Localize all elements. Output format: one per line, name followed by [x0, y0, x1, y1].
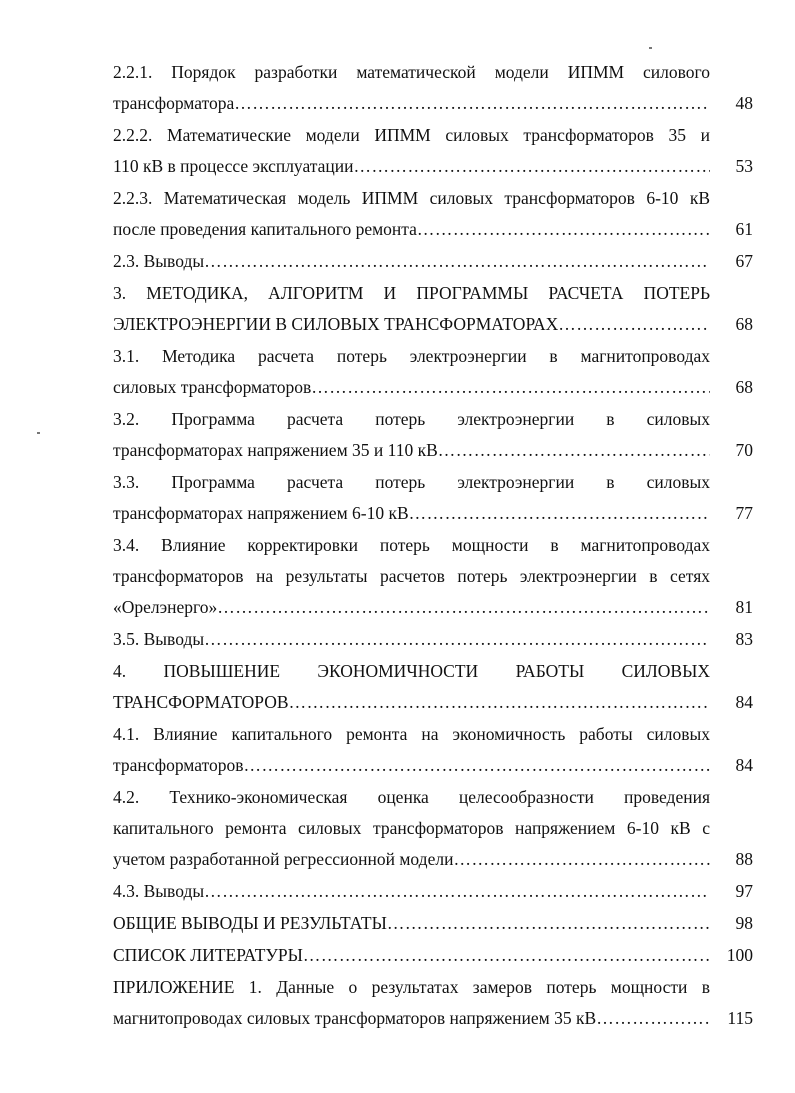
toc-page-number[interactable]: 61 [735, 219, 753, 239]
toc-line-text: капитального ремонта силовых трансформаторов напряжением 6-10 кВ с [113, 818, 710, 838]
toc-entry[interactable] [113, 908, 753, 939]
toc-line [113, 57, 753, 88]
toc-line [113, 530, 753, 561]
dot-leader [417, 214, 710, 245]
toc-line-text: 3.4. Влияние корректировки потерь мощности в магнитопроводах [113, 535, 710, 555]
dot-leader [387, 908, 710, 939]
toc-title-text: магнитопроводах силовых трансформаторов напряжением 35 кВ [113, 1008, 597, 1028]
toc-line-text [113, 88, 710, 119]
toc-line [113, 183, 753, 214]
toc-title-text: 2.3. Выводы [113, 251, 205, 271]
toc-title-text: трансформатора [113, 93, 235, 113]
toc-page-number[interactable]: 48 [735, 93, 753, 113]
toc-entry[interactable] [113, 183, 753, 245]
toc-line-text [113, 214, 710, 245]
dot-leader [596, 1003, 710, 1034]
toc-line-text: ПРИЛОЖЕНИЕ 1. Данные о результатах замеров потерь мощности в [113, 977, 710, 997]
toc-line [113, 876, 753, 907]
toc-title-text: ОБЩИЕ ВЫВОДЫ И РЕЗУЛЬТАТЫ [113, 913, 387, 933]
toc-line-text: 2.2.3. Математическая модель ИПММ силовых трансформаторов 6-10 кВ [113, 188, 710, 208]
scan-speck [649, 47, 652, 49]
toc-line [113, 435, 753, 466]
dot-leader [303, 940, 710, 971]
toc-line-text: трансформаторов на результаты расчетов потерь электроэнергии в сетях [113, 566, 710, 586]
toc-line [113, 592, 753, 623]
table-of-contents [113, 57, 753, 1035]
toc-line-text: 3.2. Программа расчета потерь электроэнергии в силовых [113, 409, 710, 429]
toc-title-text: трансформаторов [113, 755, 244, 775]
toc-page-number[interactable]: 53 [735, 156, 753, 176]
toc-entry[interactable] [113, 530, 753, 623]
toc-line-text [113, 687, 710, 718]
dot-leader [289, 687, 710, 718]
toc-title-text: СПИСОК ЛИТЕРАТУРЫ [113, 945, 303, 965]
toc-line [113, 309, 753, 340]
toc-line [113, 813, 753, 844]
toc-line-text: 3.3. Программа расчета потерь электроэнергии в силовых [113, 472, 710, 492]
dot-leader [354, 151, 711, 182]
toc-line-text: 4.1. Влияние капитального ремонта на экономичность работы силовых [113, 724, 710, 744]
toc-line-text [113, 940, 710, 971]
toc-title-text: ЭЛЕКТРОЭНЕРГИИ В СИЛОВЫХ ТРАНСФОРМАТОРАХ [113, 314, 559, 334]
toc-line-text [113, 498, 710, 529]
toc-line-text [113, 750, 710, 781]
dot-leader [217, 592, 710, 623]
toc-entry[interactable] [113, 467, 753, 529]
toc-title-text: учетом разработанной регрессионной модели [113, 849, 454, 869]
toc-line-text [113, 246, 710, 277]
toc-line [113, 214, 753, 245]
toc-entry[interactable] [113, 656, 753, 718]
toc-page-number[interactable]: 84 [735, 692, 753, 712]
toc-line-text [113, 876, 710, 907]
toc-line [113, 341, 753, 372]
toc-page-number[interactable]: 100 [726, 945, 753, 965]
toc-line [113, 624, 753, 655]
toc-page-number[interactable]: 84 [735, 755, 753, 775]
toc-page-number[interactable]: 115 [727, 1008, 753, 1028]
toc-page-number[interactable]: 83 [735, 629, 753, 649]
dot-leader [311, 372, 710, 403]
toc-page-number[interactable]: 68 [735, 377, 753, 397]
dot-leader [409, 498, 710, 529]
toc-line [113, 372, 753, 403]
toc-title-text: трансформаторах напряжением 6-10 кВ [113, 503, 409, 523]
dot-leader [204, 876, 710, 907]
toc-title-text: силовых трансформаторов [113, 377, 312, 397]
toc-title-text: «Орелэнерго» [113, 597, 218, 617]
toc-line-text: 3.1. Методика расчета потерь электроэнергии в магнитопроводах [113, 346, 710, 366]
toc-line [113, 404, 753, 435]
toc-page-number[interactable]: 70 [735, 440, 753, 460]
toc-page-number[interactable]: 88 [735, 849, 753, 869]
toc-line-text [113, 435, 710, 466]
dot-leader [204, 246, 710, 277]
dot-leader [438, 435, 710, 466]
toc-line-text [113, 151, 710, 182]
toc-title-text: ТРАНСФОРМАТОРОВ [113, 692, 289, 712]
dot-leader [204, 624, 710, 655]
toc-line [113, 120, 753, 151]
toc-line [113, 687, 753, 718]
toc-title-text: трансформаторах напряжением 35 и 110 кВ [113, 440, 438, 460]
toc-line [113, 498, 753, 529]
toc-line [113, 151, 753, 182]
toc-page-number[interactable]: 81 [735, 597, 753, 617]
toc-line [113, 908, 753, 939]
toc-line-text [113, 309, 710, 340]
toc-title-text: 3.5. Выводы [113, 629, 205, 649]
toc-line [113, 1003, 753, 1034]
toc-line [113, 246, 753, 277]
toc-entry[interactable] [113, 120, 753, 182]
toc-entry[interactable] [113, 57, 753, 119]
toc-line [113, 844, 753, 875]
toc-entry[interactable] [113, 246, 753, 277]
toc-page-number[interactable]: 67 [735, 251, 753, 271]
toc-line [113, 656, 753, 687]
toc-entry[interactable] [113, 876, 753, 907]
dot-leader [558, 309, 710, 340]
toc-entry[interactable] [113, 341, 753, 403]
toc-page-number[interactable]: 68 [735, 314, 753, 334]
toc-entry[interactable] [113, 940, 753, 971]
toc-page-number[interactable]: 77 [735, 503, 753, 523]
toc-line [113, 750, 753, 781]
toc-entry[interactable] [113, 972, 753, 1034]
toc-line-text [113, 1003, 710, 1034]
toc-line [113, 278, 753, 309]
toc-entry[interactable] [113, 278, 753, 340]
toc-page-number[interactable]: 97 [735, 881, 753, 901]
toc-line-text [113, 624, 710, 655]
toc-entry[interactable] [113, 782, 753, 875]
toc-page-number[interactable]: 98 [735, 913, 753, 933]
toc-line-text [113, 844, 710, 875]
toc-entry[interactable] [113, 719, 753, 781]
scan-speck [37, 432, 40, 434]
toc-line-text: 4.2. Технико-экономическая оценка целесообразности проведения [113, 787, 710, 807]
dot-leader [234, 88, 710, 119]
toc-line [113, 719, 753, 750]
dot-leader [244, 750, 711, 781]
toc-entry[interactable] [113, 624, 753, 655]
toc-title-text: 110 кВ в процессе эксплуатации [113, 156, 354, 176]
toc-line [113, 940, 753, 971]
toc-line [113, 972, 753, 1003]
toc-line-text [113, 592, 710, 623]
toc-line-text [113, 372, 710, 403]
toc-line-text: 2.2.2. Математические модели ИПММ силовых трансформаторов 35 и [113, 125, 710, 145]
toc-line-text: 3. МЕТОДИКА, АЛГОРИТМ И ПРОГРАММЫ РАСЧЕТА ПОТЕРЬ [113, 283, 710, 303]
toc-line [113, 88, 753, 119]
dot-leader [453, 844, 710, 875]
toc-title-text: 4.3. Выводы [113, 881, 205, 901]
toc-entry[interactable] [113, 404, 753, 466]
toc-line-text: 2.2.1. Порядок разработки математической модели ИПММ силового [113, 62, 710, 82]
toc-title-text: после проведения капитального ремонта [113, 219, 417, 239]
toc-line [113, 467, 753, 498]
toc-line [113, 782, 753, 813]
toc-line [113, 561, 753, 592]
toc-line-text: 4. ПОВЫШЕНИЕ ЭКОНОМИЧНОСТИ РАБОТЫ СИЛОВЫХ [113, 661, 710, 681]
toc-line-text [113, 908, 710, 939]
